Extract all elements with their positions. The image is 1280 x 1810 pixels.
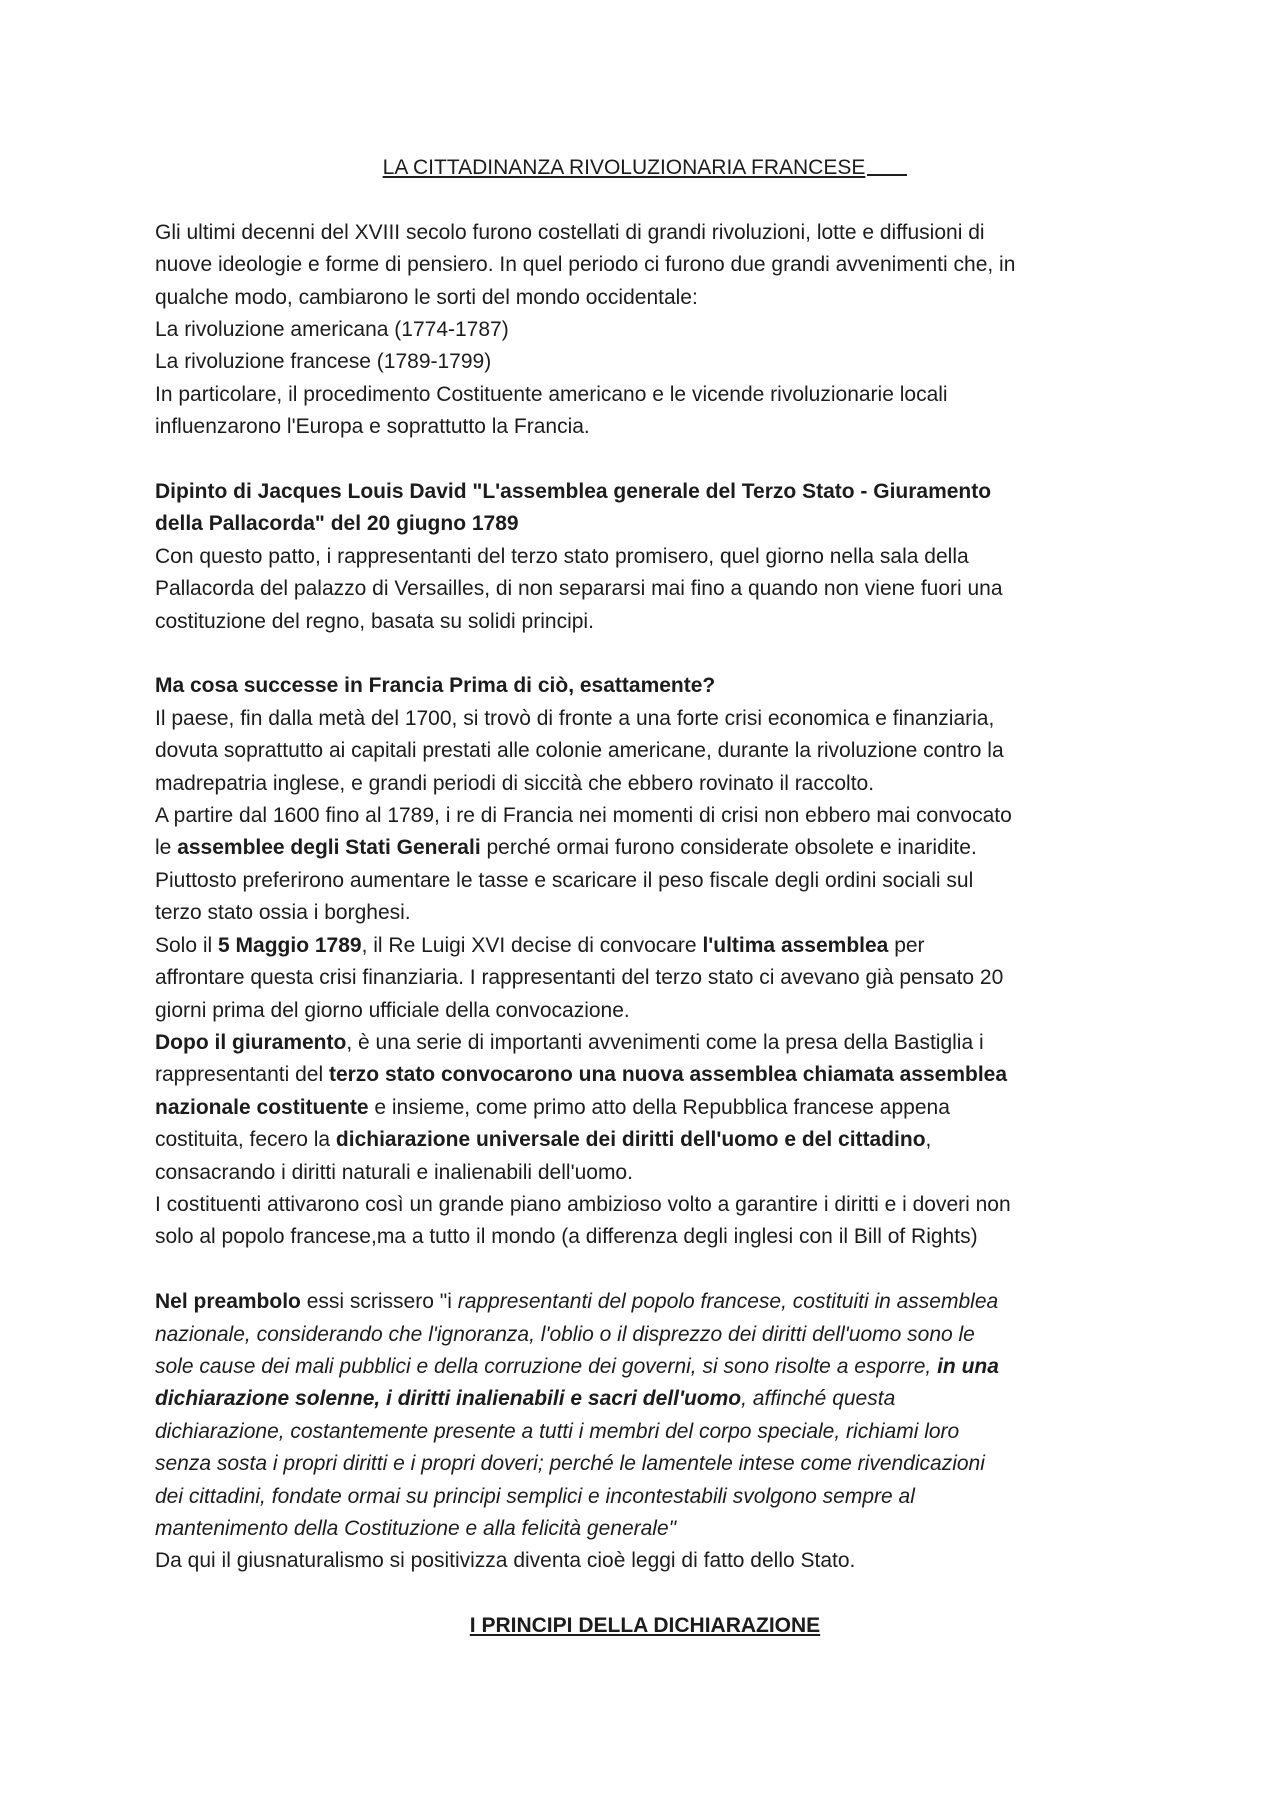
page-title-text: LA CITTADINANZA RIVOLUZIONARIA FRANCESE [382, 156, 866, 179]
bold-phrase: Dopo il giuramento [155, 1030, 347, 1054]
text-line: nuove ideologie e forme di pensiero. In quel periodo ci furono due grandi avvenimenti che, in [155, 253, 1016, 277]
painting-heading: della Pallacorda" del 20 giugno 1789 [155, 512, 519, 536]
document-body [155, 152, 1135, 1643]
bold-phrase: assemblee degli Stati Generali [177, 836, 481, 860]
text-line: La rivoluzione francese (1789-1799) [155, 350, 492, 374]
text-line: dovuta soprattutto ai capitali prestati alle colonie americane, durante la rivoluzione contro la [155, 739, 1004, 763]
spacer [155, 184, 1135, 216]
text-line: Dopo il giuramento, è una serie di importanti avvenimenti come la presa della Bastiglia i [155, 1030, 984, 1054]
bold-phrase: l'ultima assemblea [702, 933, 889, 957]
italic-quote: rappresentanti del popolo francese, costituiti in assemblea [457, 1290, 999, 1314]
text-line: Con questo patto, i rappresentanti del terzo stato promisero, quel giorno nella sala della [155, 544, 969, 568]
text-line: Solo il 5 Maggio 1789, il Re Luigi XVI decise di convocare l'ultima assemblea per [155, 933, 925, 957]
text-line: Piuttosto preferirono aumentare le tasse e scaricare il peso fiscale degli ordini sociali sul [155, 868, 974, 892]
bold-phrase: dichiarazione universale dei diritti dell'uomo e del cittadino [335, 1128, 926, 1152]
text-line: Da qui il giusnaturalismo si positivizza diventa cioè leggi di fatto dello Stato. [155, 1549, 856, 1573]
italic-quote: , affinché questa [741, 1387, 896, 1411]
italic-quote: dichiarazione, costantemente presente a tutti i membri del corpo speciale, richiami loro [155, 1419, 960, 1443]
section-title: I PRINCIPI DELLA DICHIARAZIONE [469, 1614, 821, 1638]
text-line: terzo stato ossia i borghesi. [155, 901, 411, 925]
text-line: Il paese, fin dalla metà del 1700, si trovò di fronte a una forte crisi economica e finanziaria, [155, 706, 995, 730]
italic-quote: mantenimento della Costituzione e alla felicità generale" [155, 1517, 677, 1540]
text-line: Nel preambolo essi scrissero "i rappresentanti del popolo francese, costituiti in assemblea [155, 1290, 999, 1314]
text-line: I costituenti attivarono così un grande piano ambizioso volto a garantire i diritti e i doveri non [155, 1192, 1011, 1216]
italic-quote: sole cause dei mali pubblici e della corruzione dei governi, si sono risolte a esporre, [155, 1354, 938, 1378]
before-paragraph [155, 670, 1135, 1253]
bold-italic-phrase: dichiarazione solenne, i diritti inalienabili e sacri dell'uomo [155, 1387, 742, 1411]
spacer [155, 638, 1135, 670]
italic-quote: nazionale, considerando che l'ignoranza, l'oblio o il disprezzo dei diritti dell'uomo sono le [155, 1322, 975, 1346]
text-line: In particolare, il procedimento Costituente americano e le vicende rivoluzionarie locali [155, 382, 948, 406]
spacer [155, 444, 1135, 476]
text-line: La rivoluzione americana (1774-1787) [155, 318, 509, 342]
text-line [155, 1351, 1135, 1383]
title-underline-trail [867, 152, 907, 176]
text-line: rappresentanti del terzo stato convocarono una nuova assemblea chiamata assemblea [155, 1063, 1008, 1087]
bold-italic-phrase: in una [937, 1354, 999, 1378]
intro-paragraph [155, 217, 1135, 444]
painting-heading: Dipinto di Jacques Louis David "L'assemblea generale del Terzo Stato - Giuramento [155, 480, 992, 504]
text-line: nazionale costituente e insieme, come primo atto della Repubblica francese appena [155, 1095, 950, 1119]
preamble-paragraph [155, 1286, 1135, 1578]
bold-phrase: nazionale costituente [155, 1095, 369, 1119]
text-line: le assemblee degli Stati Generali perché ormai furono considerate obsolete e inaridite. [155, 836, 977, 860]
text-line: consacrando i diritti naturali e inalienabili dell'uomo. [155, 1160, 633, 1184]
italic-quote: dei cittadini, fondate ormai su principi semplici e incontestabili svolgono sempre al [155, 1484, 915, 1508]
bold-phrase: 5 Maggio 1789 [218, 933, 362, 957]
text-line: affrontare questa crisi finanziaria. I rappresentanti del terzo stato ci avevano già pensato 20 [155, 966, 1004, 990]
section-heading: Ma cosa successe in Francia Prima di ciò, esattamente? [155, 674, 716, 698]
spacer [155, 1578, 1135, 1610]
text-line: influenzarono l'Europa e soprattutto la Francia. [155, 415, 590, 439]
text-line: solo al popolo francese,ma a tutto il mondo (a differenza degli inglesi con il Bill of Rights) [155, 1225, 978, 1249]
text-line: costituita, fecero la dichiarazione universale dei diritti dell'uomo e del cittadino, [155, 1128, 932, 1152]
text-line: Pallacorda del palazzo di Versailles, di non separarsi mai fino a quando non viene fuori una [155, 577, 1003, 601]
painting-paragraph [155, 476, 1135, 638]
text-line [155, 1383, 1135, 1415]
italic-quote: senza sosta i propri diritti e i propri doveri; perché le lamentele intese come rivendicazioni [155, 1452, 985, 1476]
text-line: madrepatria inglese, e grandi periodi di siccità che ebbero rovinato il raccolto. [155, 771, 875, 795]
page-title [155, 152, 1135, 184]
bold-phrase: terzo stato convocarono una nuova assemblea chiamata assemblea [328, 1063, 1008, 1087]
text-line: Gli ultimi decenni del XVIII secolo furono costellati di grandi rivoluzioni, lotte e diffusioni di [155, 220, 985, 244]
text-line: giorni prima del giorno ufficiale della convocazione. [155, 998, 630, 1022]
text-line: costituzione del regno, basata su solidi principi. [155, 609, 594, 633]
spacer [155, 1254, 1135, 1286]
text-line: A partire dal 1600 fino al 1789, i re di Francia nei momenti di crisi non ebbero mai convocato [155, 804, 1012, 828]
text-line: qualche modo, cambiarono le sorti del mondo occidentale: [155, 285, 698, 309]
bold-phrase: Nel preambolo [155, 1290, 301, 1314]
